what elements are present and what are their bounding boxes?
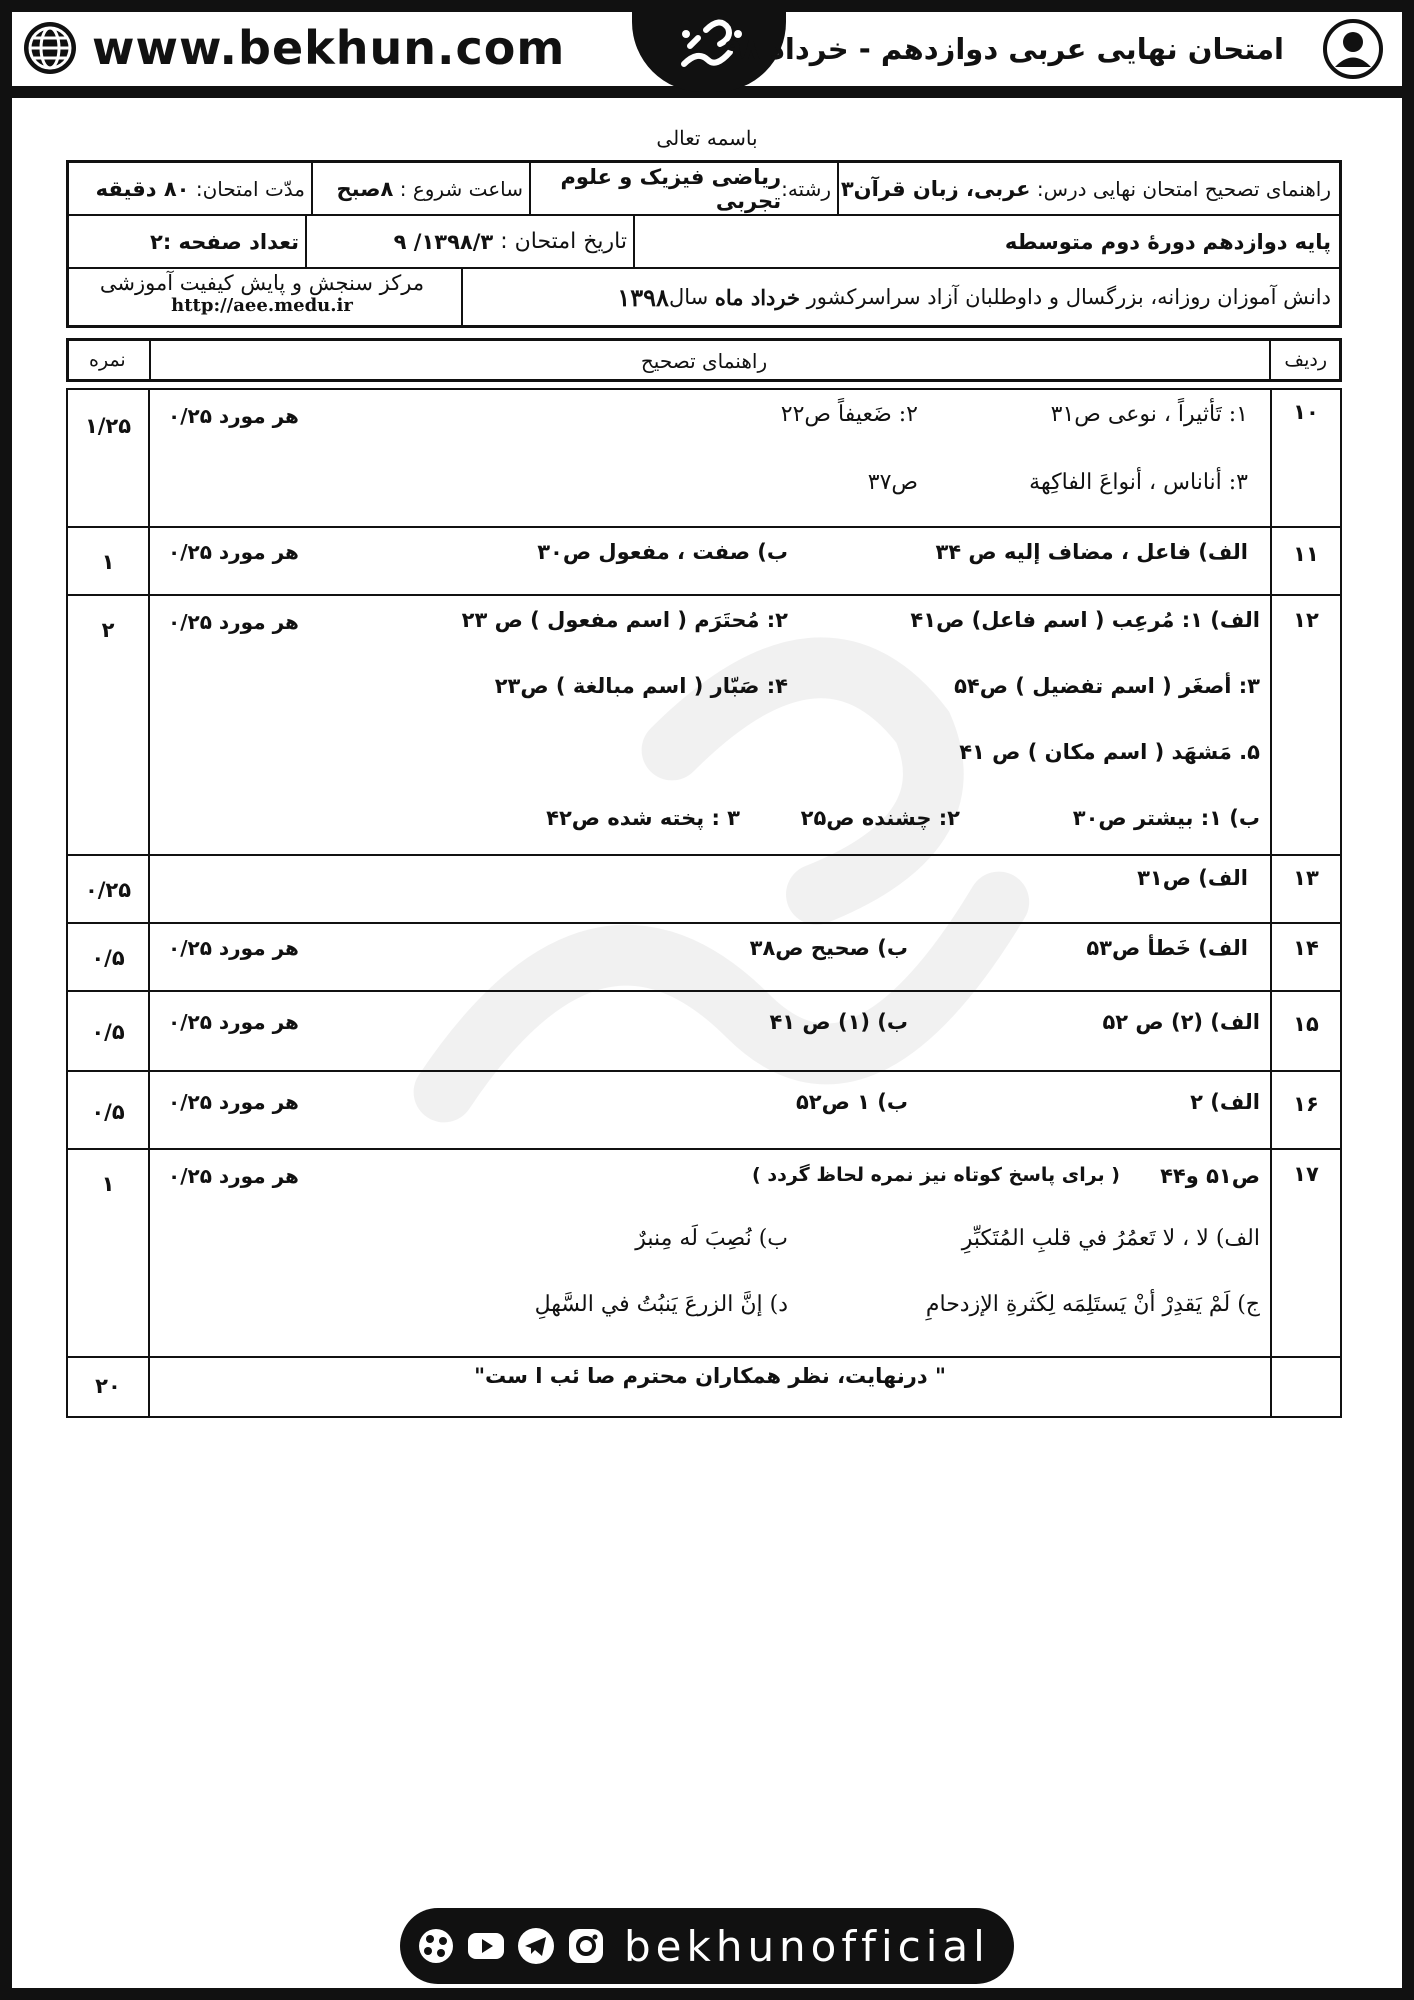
answer-pages: ص۵۱ و۴۴: [1160, 1164, 1260, 1188]
grade-cell: پایه دوازدهم دورۀ دوم متوسطه: [1004, 229, 1331, 254]
each-item-note: هر مورد ۰/۲۵: [168, 540, 299, 564]
pages-value: ۲: [150, 229, 163, 254]
info-row-3: [69, 269, 1339, 325]
social-bar: [400, 1908, 1014, 1984]
row-number: ۱۴: [1293, 936, 1319, 960]
row-score: ۰/۲۵: [84, 878, 132, 902]
row-score: ۱: [101, 1172, 115, 1196]
row-number: ۱۶: [1293, 1092, 1319, 1116]
row-number: ۱۳: [1293, 866, 1319, 890]
year-value: ۱۳۹۸: [617, 282, 669, 312]
user-icon[interactable]: [1322, 18, 1384, 80]
answer-1: الف) ۱: مُرعِب ( اسم فاعل) ص۴۱: [910, 608, 1260, 632]
answer-table-header: [66, 338, 1342, 382]
course-value: عربی، زبان قرآن۳: [840, 176, 1031, 201]
center-name: مرکز سنجش و پایش کیفیت آموزشی: [99, 271, 425, 295]
month-value: خرداد ماه: [714, 284, 800, 310]
each-item-note: هر مورد ۰/۲۵: [168, 936, 299, 960]
closing-note: " درنهایت، نظر همکاران محترم صا ئب ا ست": [474, 1364, 946, 1388]
info-row-1: [69, 163, 1339, 216]
date-cell: تاریخ امتحان : ۱۳۹۸/۳/ ۹: [393, 229, 627, 254]
start-cell: ساعت شروع : ۸صبح: [336, 176, 523, 201]
answer-b2: ۲: چشنده ص۲۵: [800, 806, 960, 830]
answer-1: ۱: تَأثيراً ، نوعی ص۳۱: [1050, 402, 1248, 427]
answer-b3: ۳ : پخته شده ص۴۲: [546, 806, 740, 830]
duration-value: ۸۰ دقیقه: [95, 176, 190, 201]
answer-1: الف) (۲) ص ۵۲: [1102, 1010, 1260, 1034]
table-row: [68, 596, 1340, 856]
each-item-note: هر مورد ۰/۲۵: [168, 1090, 299, 1114]
table-row: [68, 924, 1340, 992]
answer-3: ۳: أصغَر ( اسم تفضيل ) ص۵۴: [954, 674, 1260, 698]
score-label: نمره: [89, 349, 126, 371]
basmala: باسمه تعالی: [656, 126, 758, 150]
aparat-icon[interactable]: [416, 1926, 456, 1966]
row-number: ۱۵: [1293, 1012, 1319, 1036]
row-score: ۱/۲۵: [84, 414, 132, 438]
table-row: [68, 992, 1340, 1072]
row-score: ۰/۵: [91, 1020, 125, 1044]
row-score: ۲: [101, 618, 115, 642]
field-cell: رشته: ریاضی فیزیک و علوم تجربی: [531, 163, 831, 214]
answer-2: ب) صحیح ص۳۸: [749, 936, 908, 960]
top-divider: [12, 94, 1402, 98]
answer-1: الف) فاعل ، مضاف إليه ص ۳۴: [935, 540, 1248, 564]
grading-note: ( برای پاسخ کوتاه نیز نمره لحاظ گردد ): [752, 1164, 1120, 1186]
top-bar: [12, 12, 1402, 94]
date-value: ۱۳۹۸/۳/ ۹: [393, 229, 494, 254]
field-value: ریاضی فیزیک و علوم تجربی: [560, 164, 782, 213]
page-title: امتحان نهایی عربی دوازدهم - خرداد ۹۸: [724, 32, 1284, 66]
table-row: [68, 528, 1340, 596]
answer-3-page: ص۳۷: [867, 470, 918, 495]
each-item-note: هر مورد ۰/۲۵: [168, 1010, 299, 1034]
instagram-icon[interactable]: [566, 1926, 606, 1966]
answer-2: ب) صفت ، مفعول ص۳۰: [537, 540, 788, 564]
answer-2: ب) نُصِبَ لَه مِنبرٌ: [635, 1226, 788, 1251]
center-cell: [69, 271, 455, 316]
answer-1: الف) ص۳۱: [1137, 866, 1248, 890]
answer-2: ۲: مُحتَرَم ( اسم مفعول ) ص ۲۳: [461, 608, 788, 632]
answer-3: ج) لَمْ يَقدِرْ أنْ يَستَلِمَه لِكَثرةِ الإزدحامِ: [925, 1292, 1260, 1317]
answer-1: الف) لا ، لا تَعمُرُ في قلبِ المُتَكبِّرِ: [961, 1226, 1260, 1251]
center-url[interactable]: http://aee.medu.ir: [171, 295, 353, 316]
pages-cell: تعداد صفحه : ۲: [150, 229, 299, 254]
total-row: [68, 1358, 1340, 1416]
telegram-icon[interactable]: [516, 1926, 556, 1966]
row-score: ۰/۵: [91, 946, 125, 970]
each-item-note: هر مورد ۰/۲۵: [168, 404, 299, 428]
answer-table: [66, 388, 1342, 1418]
answer-2: ب) (۱) ص ۴۱: [769, 1010, 908, 1034]
row-score: ۱: [101, 550, 115, 574]
answer-b1: ب) ۱: بيشتر ص۳۰: [1072, 806, 1260, 830]
table-row: [68, 390, 1340, 528]
duration-cell: مدّت امتحان: ۸۰ دقیقه: [95, 176, 305, 201]
start-value: ۸صبح: [336, 176, 394, 201]
answer-4: د) إنَّ الزرعَ يَنبُتُ في السَّهلِ: [534, 1292, 788, 1317]
total-score: ۲۰: [95, 1374, 121, 1398]
row-number: ۱۷: [1293, 1162, 1319, 1186]
guide-label: راهنمای تصحیح: [640, 349, 768, 373]
answer-1: الف) خَطأ ص۵۳: [1086, 936, 1248, 960]
table-row: [68, 1072, 1340, 1150]
answer-2: ب) ۱ ص۵۲: [795, 1090, 908, 1114]
social-handle[interactable]: bekhunofficial: [624, 1921, 990, 1971]
site-link[interactable]: [22, 20, 565, 76]
answer-1: الف) ۲: [1190, 1090, 1260, 1114]
row-label: ردیف: [1284, 349, 1327, 371]
row-score: ۰/۵: [91, 1100, 125, 1124]
row-number: ۱۰: [1293, 400, 1319, 424]
table-row: [68, 856, 1340, 924]
row-number: ۱۱: [1293, 542, 1319, 566]
row-number: ۱۲: [1293, 608, 1319, 632]
site-url: www.bekhun.com: [92, 21, 566, 75]
students-cell: دانش آموزان روزانه، بزرگسال و داوطلبان آزاد سراسرکشور خرداد ماه سال ۱۳۹۸: [617, 282, 1331, 312]
table-row: [68, 1150, 1340, 1358]
info-row-2: [69, 216, 1339, 269]
answer-3: ۳: أناناس ، أنواعَ الفاكِهة: [1029, 470, 1248, 495]
answer-5: ۵. مَشهَد ( اسم مكان ) ص ۴۱: [959, 740, 1260, 764]
course-cell: راهنمای تصحیح امتحان نهایی درس: عربی، زبان قرآن۳: [840, 176, 1331, 201]
answer-4: ۴: صَبّار ( اسم مبالغة ) ص۲۳: [494, 674, 788, 698]
exam-info-table: [66, 160, 1342, 328]
globe-icon: [22, 20, 78, 76]
each-item-note: هر مورد ۰/۲۵: [168, 610, 299, 634]
grade-value: دوازدهم: [1202, 229, 1288, 254]
answer-2: ۲: ضَعيفاً ص۲۲: [780, 402, 918, 427]
youtube-icon[interactable]: [466, 1926, 506, 1966]
each-item-note: هر مورد ۰/۲۵: [168, 1164, 299, 1188]
